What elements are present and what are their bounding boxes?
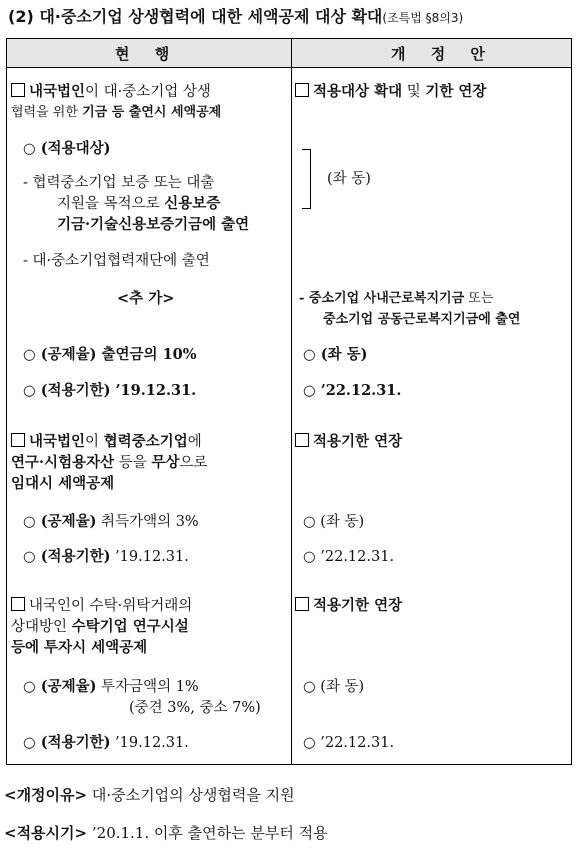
s2-revised-rate: ○ (좌 동) [303,514,365,530]
footer-effective-date: <적용시기> ’20.1.1. 이후 출연하는 분부터 적용 [4,824,328,842]
s2-heading-line1: 내국법인이 협력중소기업에 [11,432,202,452]
table-header [7,39,571,68]
header-current: 현 행 [115,45,180,63]
s1-revised-same: (좌 동) [327,171,371,187]
s1-revised-add-line1: - 중소기업 사내근로복지기금 또는 [299,291,494,306]
document-title: (2) 대·중소기업 상생협력에 대한 세액공제 대상 확대(조특법 §8의3) [8,7,464,26]
s3-revised-title: 적용기한 연장 [295,596,402,616]
checkbox-icon [11,433,25,447]
s3-rate-detail: (중견 3%, 중소 7%) [129,700,261,716]
s1-item1-line1: - 협력중소기업 보증 또는 대출 [23,175,215,191]
s3-revised-period: ○ ’22.12.31. [303,735,395,751]
checkbox-icon [295,83,309,97]
s1-revised-add-line2: 중소기업 공동근로복지기금에 출연 [323,312,521,327]
s1-item2: - 대·중소기업협력재단에 출연 [23,253,210,269]
s3-rate: ○ (공제율) 투자금액의 1% [23,678,199,695]
header-revised: 개 정 안 [391,45,495,63]
footer-reason: <개정이유> 대·중소기업의 상생협력을 지원 [4,786,295,804]
law-reference: (조특법 §8의3) [382,11,464,25]
s3-heading-line1: 내국인이 수탁·위탁거래의 [11,596,192,616]
s2-period: ○ (적용기한) ’19.12.31. [23,548,189,565]
s1-revised-rate: ○ (좌 동) [303,346,368,363]
s1-heading-line1: 내국법인이 대·중소기업 상생 [11,82,211,102]
s2-rate: ○ (공제율) 취득가액의 3% [23,513,199,530]
s1-period: ○ (적용기한) ’19.12.31. [23,382,197,399]
checkbox-icon [295,597,309,611]
s2-heading-line2: 연구·시험용자산 등을 무상으로 [11,454,208,471]
s1-item1-line3: 기금·기술신용보증기금에 출연 [57,216,250,233]
checkbox-icon [11,83,25,97]
column-divider [291,39,292,764]
s2-heading-line3: 임대시 세액공제 [11,475,115,492]
bracket-line [302,149,311,209]
s1-revised-title: 적용대상 확대 및 기한 연장 [295,82,486,102]
s3-revised-rate: ○ (좌 동) [303,679,365,695]
s1-target: ○ (적용대상) [23,140,111,157]
s1-item1-line2: 지원을 목적으로 신용보증 [57,195,221,212]
s3-period: ○ (적용기한) ’19.12.31. [23,734,189,751]
s1-add: <추 가> [117,290,175,307]
s3-heading-line3: 등에 투자시 세액공제 [11,639,148,656]
checkbox-icon [295,433,309,447]
s1-revised-period: ○ ’22.12.31. [303,382,402,399]
checkbox-icon [11,597,25,611]
s1-rate: ○ (공제율) 출연금의 10% [23,346,197,363]
s2-revised-period: ○ ’22.12.31. [303,549,395,565]
comparison-table [6,38,572,765]
s3-heading-line2: 상대방인 수탁기업 연구시설 [11,618,189,635]
s2-revised-title: 적용기한 연장 [295,432,402,452]
s1-heading-line2: 협력을 위한 기금 등 출연시 세액공제 [11,105,222,120]
